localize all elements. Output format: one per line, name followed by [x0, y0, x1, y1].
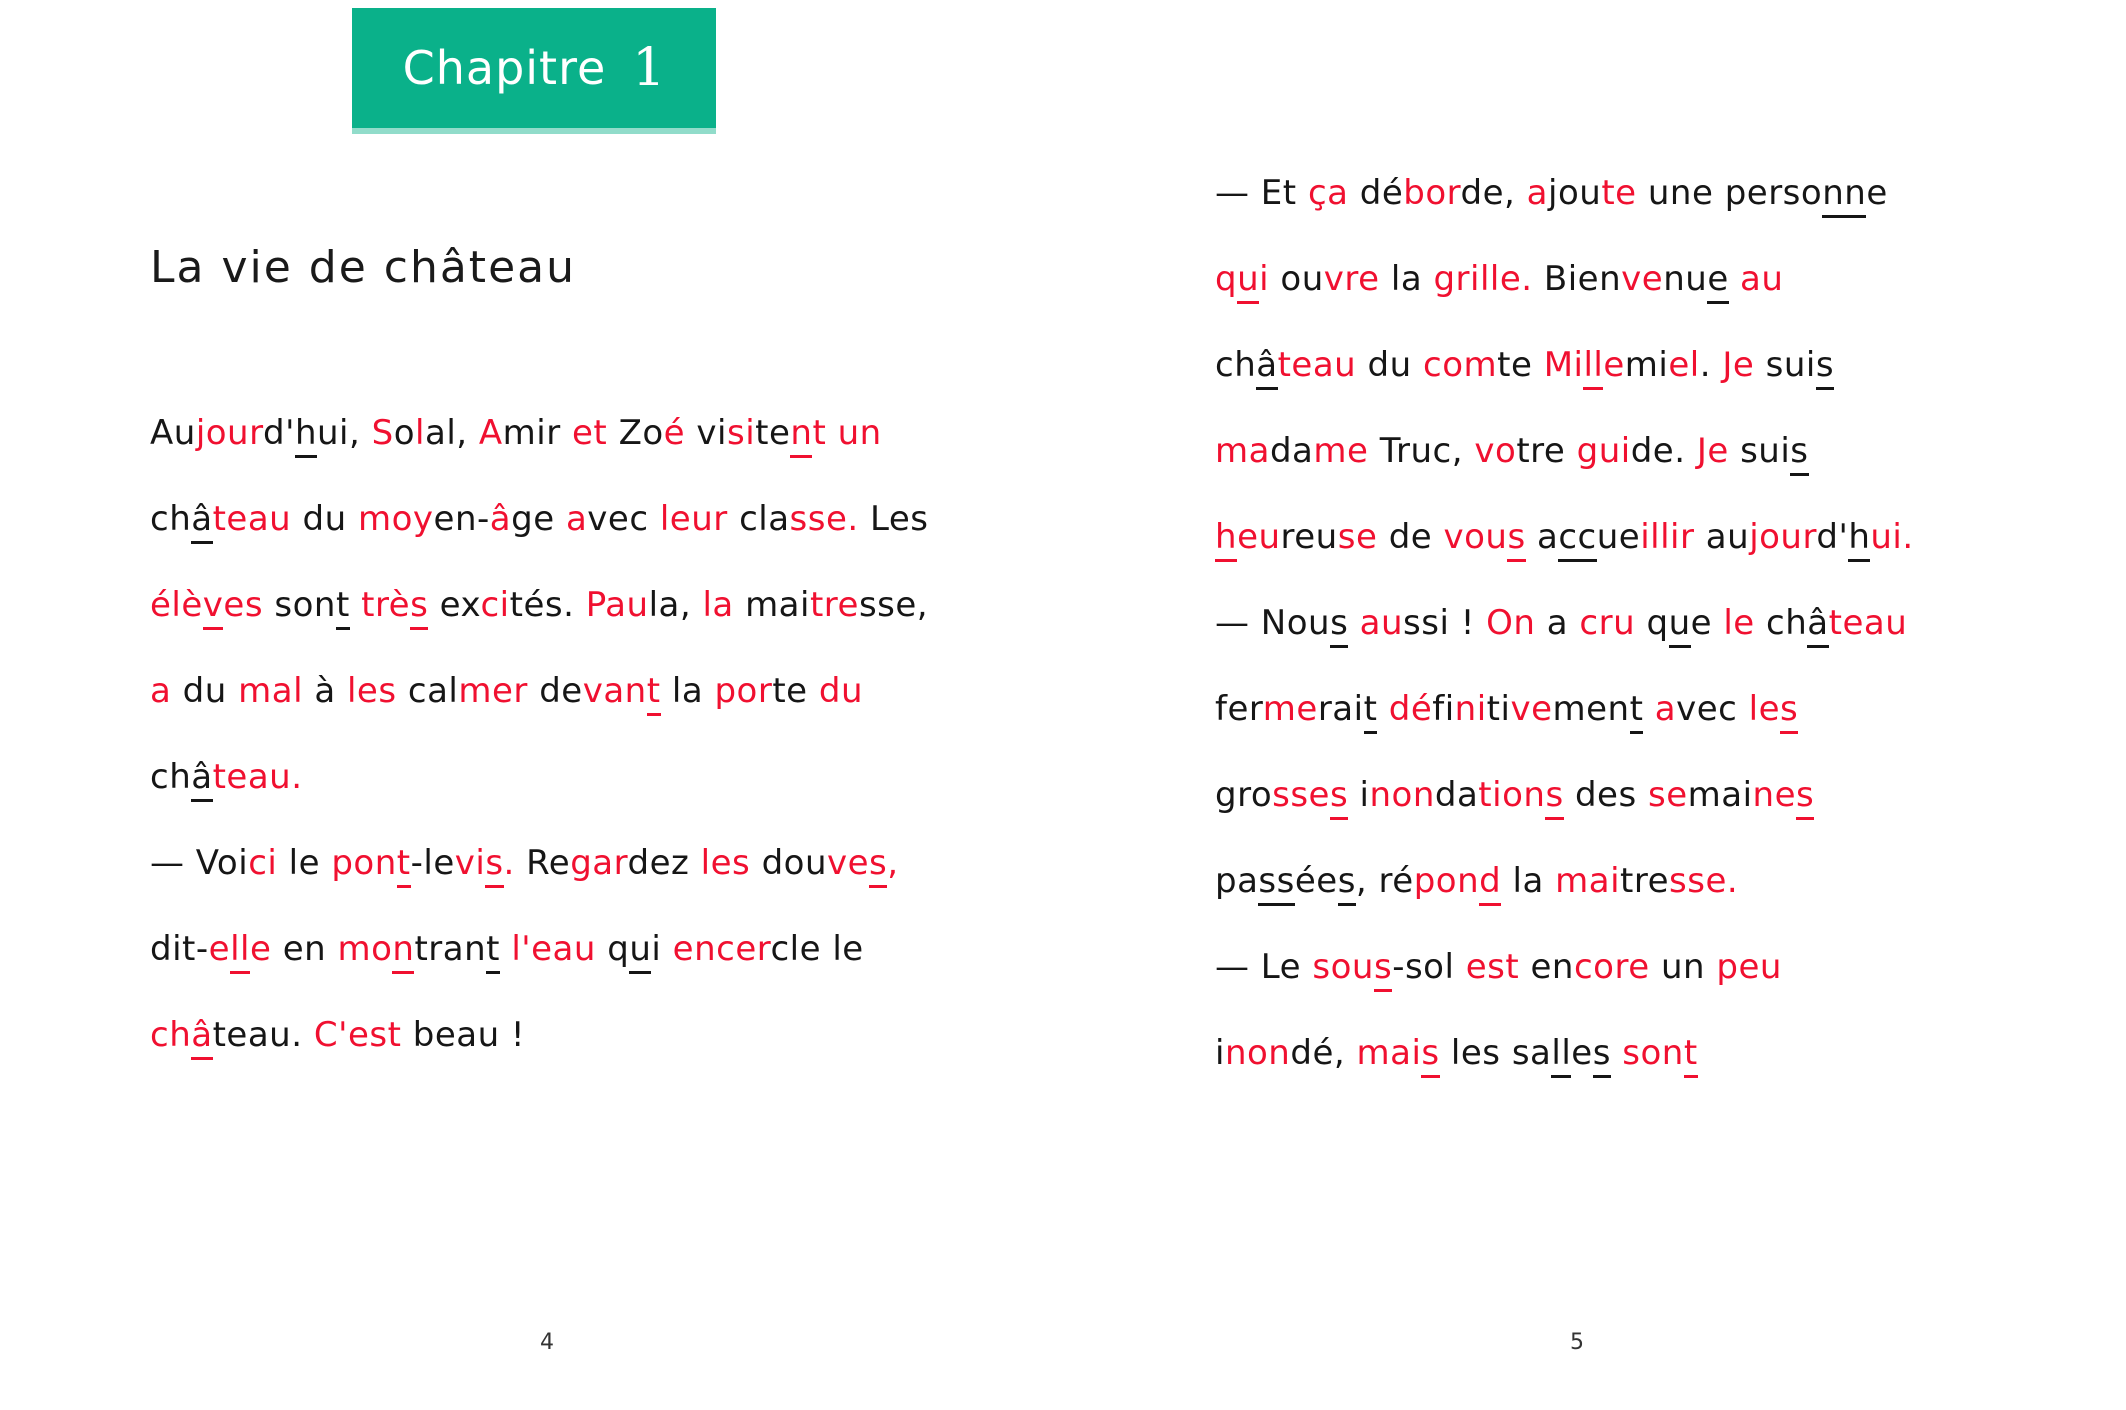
right-page-body	[1215, 150, 1915, 1096]
paragraph: — Le sous-sol est encore un peu inondé, mais les salles sont	[1215, 924, 1915, 1096]
paragraph: — Et ça déborde, ajoute une personne qui ouvre la grille. Bienvenue au château du comte Millemiel. Je suis madame Truc, votre guide. Je suis heureuse de vous accueillir aujourd'hui.	[1215, 150, 1915, 580]
left-page-body	[150, 390, 930, 1078]
paragraph: — Nous aussi ! On a cru que le château fermerait définitivement avec les grosses inondations des semaines passées, répond la maitresse.	[1215, 580, 1915, 924]
paragraph: Aujourd'hui, Solal, Amir et Zoé visitent un château du moyen-âge avec leur classe. Les élèves sont très excités. Paula, la maitresse, a du mal à les calmer devant la porte du château.	[150, 390, 930, 820]
page-number-right: 5	[1570, 1330, 1584, 1355]
chapter-banner	[352, 8, 716, 128]
chapter-number: 1	[632, 38, 666, 98]
chapter-label: Chapitre	[402, 41, 607, 95]
page-number-left: 4	[540, 1330, 554, 1355]
paragraph: — Voici le pont-levis. Regardez les douves, dit-elle en montrant l'eau qui encercle le château. C'est beau !	[150, 820, 930, 1078]
page-title: La vie de château	[150, 242, 576, 293]
